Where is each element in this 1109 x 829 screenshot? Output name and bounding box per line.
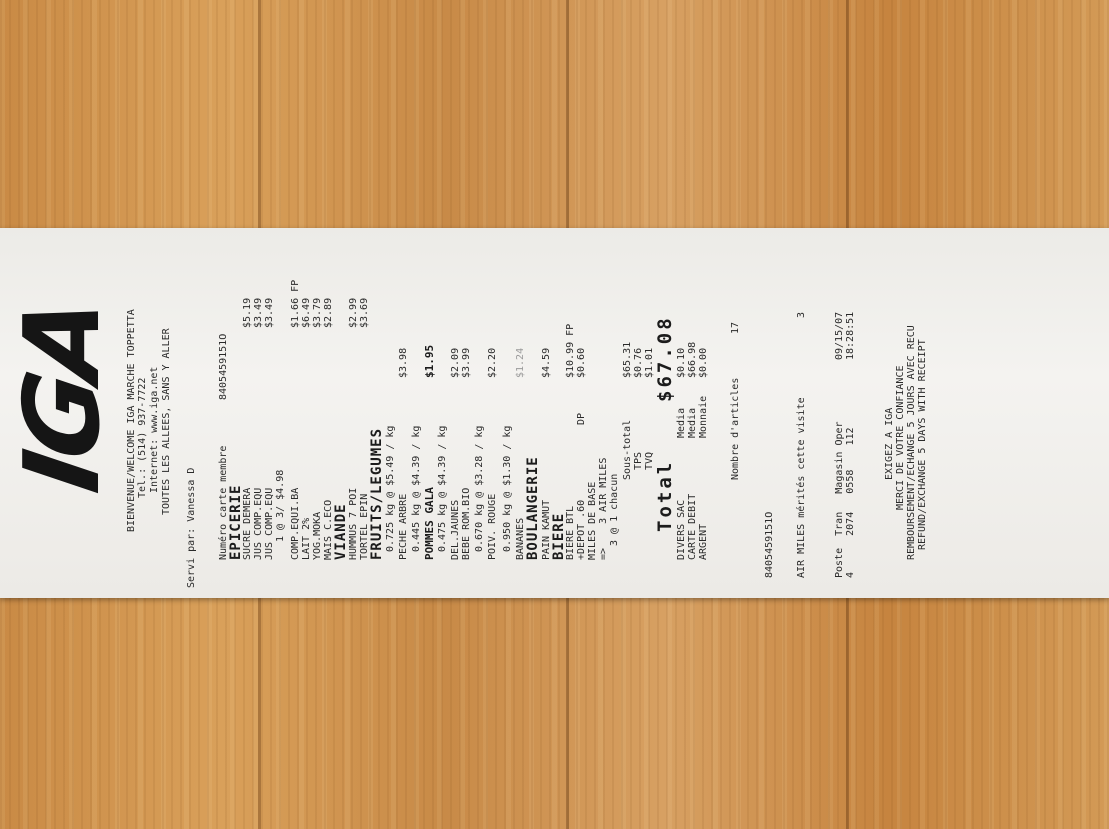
item-price: $2.09 [450, 347, 461, 378]
articles-count: 17 [730, 321, 741, 334]
member-number: 8405459151O [218, 333, 229, 400]
tps-value: $0.76 [633, 347, 644, 378]
payment-type: Monnaie [698, 395, 709, 438]
footer-line-2: MERCI DE VOTRE CONFIANCE [895, 365, 906, 510]
item-name: MAIS C.ECO [323, 499, 334, 560]
phone-line: Tel.: (514) 937-7722 [137, 377, 148, 498]
footer-line-3: REMBOURSEMENT/ECHANGE 5 JOURS AVEC RECU [906, 325, 917, 560]
item-name: BEBE ROM.BIO [461, 487, 472, 560]
section-boulangerie: BOULANGERIE [525, 456, 541, 560]
item-price: $10.99 FP [565, 323, 576, 378]
receipt-content [1, 235, 1093, 590]
item-name: BIERE BTL [565, 505, 576, 560]
item-price: $3.69 [359, 297, 370, 328]
item-name: COMP.EQUI.BA [290, 487, 301, 560]
section-biere: BIERE [551, 512, 567, 560]
tvq-label: TVQ [644, 451, 655, 470]
item-name: +DEPOT .60 [576, 499, 587, 560]
item-price: $3.98 [398, 347, 409, 378]
air-miles-each: 3 @ 1 chacun [609, 473, 620, 546]
payment-label: CARTE DEBIT [687, 493, 698, 560]
receipt-paper [0, 228, 1109, 598]
total-label: Total [654, 459, 676, 532]
payment-value: $0.00 [698, 347, 709, 378]
payment-label: ARGENT [698, 523, 709, 560]
item-name: PECHE ARBRE [398, 493, 409, 560]
payment-value: $0.10 [676, 347, 687, 378]
item-price: $1.24 [515, 347, 526, 378]
air-miles-line: => 3 AIR MILES [598, 457, 609, 560]
item-price: $3.79 [312, 297, 323, 328]
item-price: $6.49 [301, 297, 312, 328]
item-weight: 0.950 kg @ $1.30 / kg [502, 425, 513, 552]
item-name: YOG.MOKA [312, 511, 323, 560]
subtotal-label: Sous-total [622, 419, 633, 480]
transaction-date: 09/15/07 [834, 311, 845, 360]
item-price: $1.66 FP [290, 279, 301, 328]
item-price: $5.19 [242, 297, 253, 328]
item-name: BANANES [515, 517, 526, 560]
footer-line-4: REFUND/EXCHANGE 5 DAYS WITH RECEIPT [917, 339, 928, 550]
footer-line-1: EXIGEZ A IGA [884, 407, 895, 480]
item-detail: 1 @ 3/ $4.98 [275, 469, 286, 542]
item-name: PAIN KAMUT [541, 499, 552, 560]
total-value: $67.08 [654, 315, 676, 402]
item-price: $2.89 [323, 297, 334, 328]
card-number: 8405459151O [764, 511, 775, 578]
member-label: Numéro carte membre [218, 445, 229, 560]
welcome-line: BIENVENUE/WELCOME IGA MARCHE TOPPETTA [126, 309, 137, 532]
item-name: JUS COMP.EQU [253, 487, 264, 560]
payment-type: Media [687, 407, 698, 438]
item-price: $4.59 [541, 347, 552, 378]
item-price: $3.49 [253, 297, 264, 328]
item-name: SUCRE DEMERA [242, 487, 253, 560]
item-price: $0.60 [576, 347, 587, 378]
section-viande: VIANDE [333, 503, 349, 560]
section-fruits-legumes: FRUITS/LEGUMES [369, 427, 385, 560]
air-miles-earned-label: AIR MILES mérités cette visite [796, 397, 807, 578]
payment-type: Media [676, 407, 687, 438]
item-price: $2.99 [348, 297, 359, 328]
item-price: $1.95 [423, 344, 436, 378]
section-epicerie: EPICERIE [228, 484, 244, 560]
subtotal-value: $65.31 [622, 341, 633, 378]
item-name: JUS COMP.EQU [264, 487, 275, 560]
air-miles-earned-count: 3 [796, 311, 807, 318]
item-name: POMMES GALA [423, 487, 436, 560]
transaction-time: 18:28:51 [845, 311, 856, 360]
item-weight: 0.475 kg @ $4.39 / kg [437, 425, 448, 552]
item-price: $2.20 [487, 347, 498, 378]
transaction-header: Poste Tran Magasin Oper [834, 421, 845, 578]
served-by: Servi par: Vanessa D [186, 467, 197, 588]
transaction-values: 4 2074 0558 112 [845, 427, 856, 578]
item-price: $3.49 [264, 297, 275, 328]
payment-value: $66.98 [687, 341, 698, 378]
tps-label: TPS [633, 451, 644, 470]
articles-label: Nombre d'articles [730, 377, 741, 480]
tvq-value: $1.01 [644, 347, 655, 378]
payment-label: DIVERS SAC [676, 499, 687, 560]
slogan-line: TOUTES LES ALLEES, SANS Y ALLER [161, 328, 172, 515]
internet-line: Internet: www.iga.net [149, 366, 160, 493]
item-name: POIV. ROUGE [487, 493, 498, 560]
item-price: $3.99 [461, 347, 472, 378]
item-weight: 0.670 kg @ $3.28 / kg [474, 425, 485, 552]
item-name: HUMMUS 7 POI [348, 487, 359, 560]
item-weight: 0.445 kg @ $4.39 / kg [411, 425, 422, 552]
miles-base-label: MILES DE BASE [587, 481, 598, 560]
item-name: LAIT 2% [301, 517, 312, 560]
item-name: DEL.JAUNES [450, 499, 461, 560]
iga-logo: IGA [1, 295, 123, 499]
item-name: TORTEL EPIN [359, 493, 370, 560]
item-weight: 0.725 kg @ $5.49 / kg [385, 425, 396, 552]
item-code: DP [576, 412, 587, 425]
